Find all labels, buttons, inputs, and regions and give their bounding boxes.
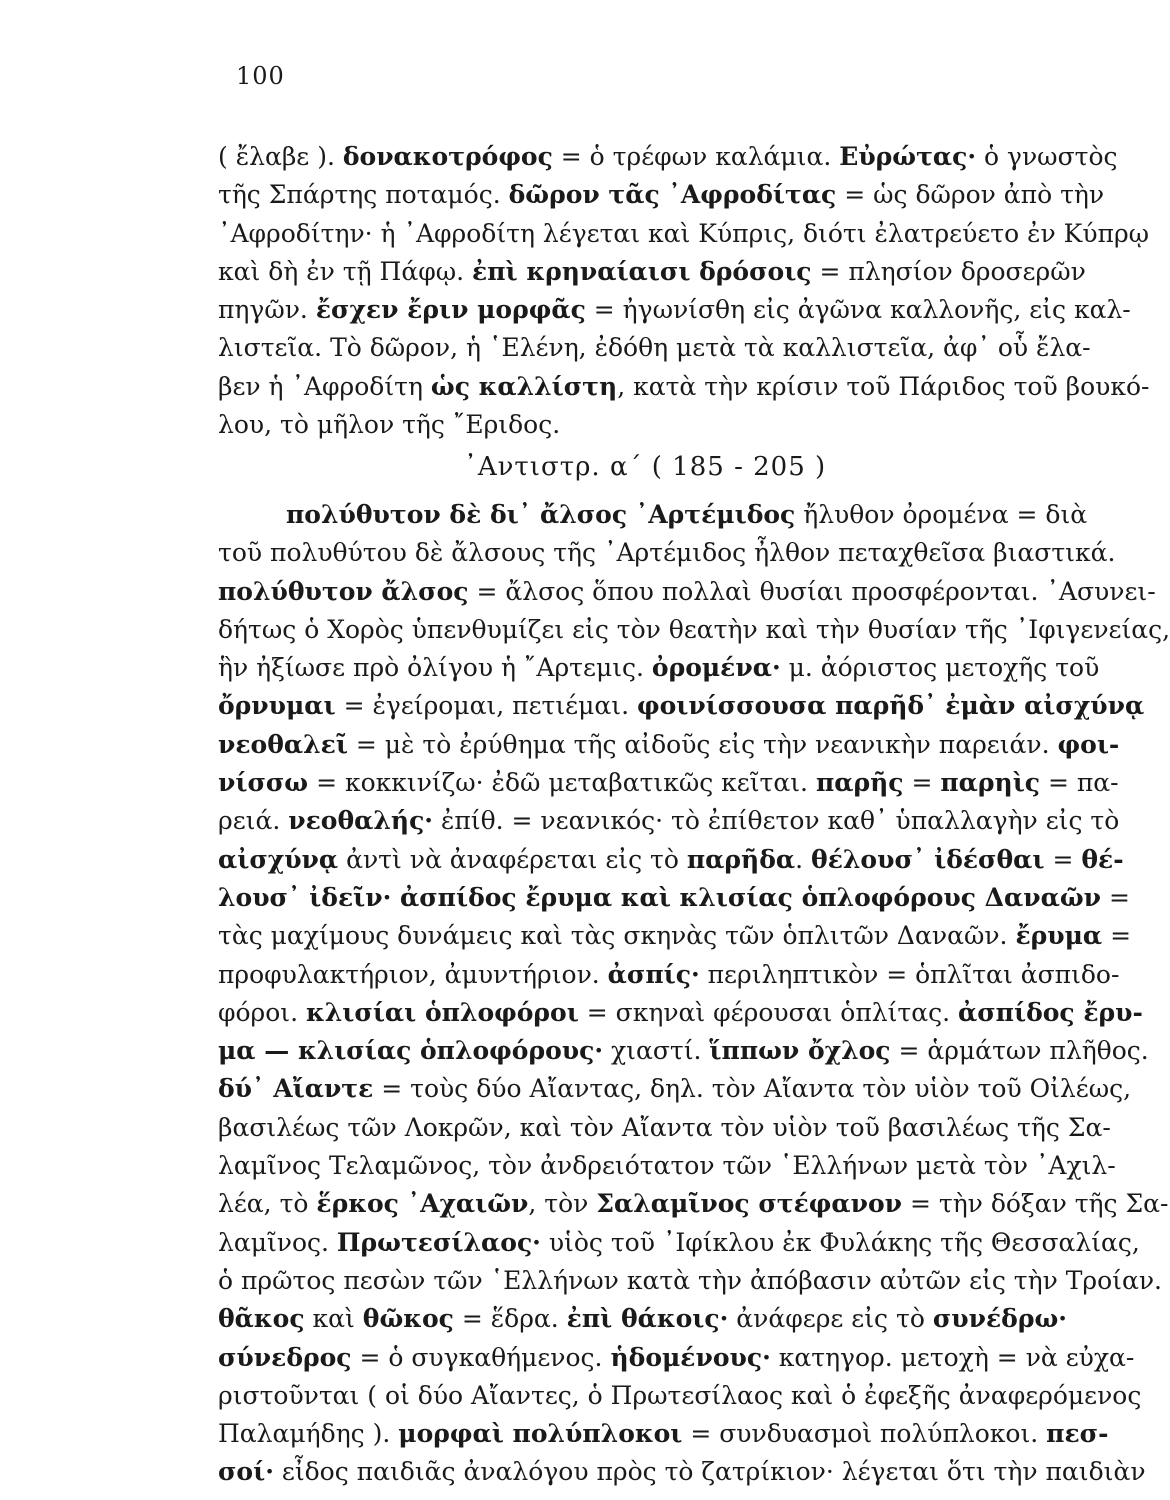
lemma-text: σοί· <box>218 1457 274 1487</box>
gloss-text: = ὁ τρέφων καλάμια. <box>552 142 840 171</box>
gloss-text: ὁ πρῶτος πεσὼν τῶν ῾Ελλήνων κατὰ τὴν ἀπόβασιν αὐτῶν εἰς τὴν Τροίαν. <box>218 1265 1163 1295</box>
lemma-text: θέ- <box>1081 844 1124 874</box>
gloss-text: . <box>795 844 812 874</box>
gloss-text: λαμῖνος Τελαμῶνος, τὸν ἀνδρειότατον τῶν ῾Ελλήνων μετὰ τὸν ᾿Αχιλ- <box>218 1151 1116 1181</box>
gloss-text: φόροι. <box>218 997 307 1027</box>
gloss-text: μ. ἀόριστος μετοχῆς τοῦ <box>780 653 1100 683</box>
lemma-text: παρῆς <box>815 768 904 798</box>
gloss-text: , τὸν <box>528 1189 597 1219</box>
lemma-text: πολύθυτον δὲ δι᾿ ἄλσος ᾿Αρτέμιδος <box>286 500 796 529</box>
gloss-text: περιληπτικὸν = ὁπλῖται ἀσπιδο- <box>699 959 1120 989</box>
gloss-text: ᾿Αφροδίτην· ἡ ᾿Αφροδίτη λέγεται καὶ Κύπρις, διότι ἐλατρεύετο ἐν Κύπρῳ <box>218 218 1150 248</box>
lemma-text: ἔσχεν ἔριν μορφᾶς <box>315 295 586 325</box>
text-line <box>218 611 1170 649</box>
text-line <box>218 917 1132 955</box>
page-number: 100 <box>236 62 285 90</box>
gloss-text: λέα, τὸ <box>218 1189 317 1219</box>
text-line <box>218 1109 1111 1147</box>
lemma-text: συνέδρω· <box>932 1304 1067 1334</box>
gloss-text: χιαστί. <box>603 1036 710 1066</box>
lemma-text: νεοθαλεῖ <box>218 729 348 759</box>
gloss-text: βεν ἡ ᾿Αφροδίτη <box>218 371 431 401</box>
gloss-text: καὶ <box>304 1304 363 1334</box>
text-line <box>218 726 1120 764</box>
gloss-text: , κατὰ τὴν κρίσιν τοῦ Πάριδος τοῦ βουκό- <box>617 371 1150 401</box>
gloss-text: ἤλυθον ὀρομένα = διὰ <box>795 500 1088 529</box>
gloss-text: = μὲ τὸ ἐρύθημα τῆς αἰδοῦς εἰς τὴν νεανικὴν παρειάν. <box>347 729 1058 759</box>
commentary-block-top <box>218 138 1150 444</box>
gloss-text: = ἕδρα. <box>453 1304 567 1334</box>
lemma-text: ἐπὶ κρηναίαισι δρόσοις <box>472 256 812 286</box>
lemma-text: λουσ᾿ ἰδεῖν· ἀσπίδος ἔρυμα καὶ κλισίας ὁπλοφόρους Δαναῶν <box>218 882 1102 912</box>
gloss-text: = κοκκινίζω· ἐδῶ μεταβατικῶς κεῖται. <box>308 768 816 798</box>
gloss-text: τοῦ πολυθύτου δὲ ἄλσους τῆς ᾿Αρτέμιδος ἦλθον πεταχθεῖσα βιαστικά. <box>218 538 1116 568</box>
gloss-text: = ἐγείρομαι, πετιέμαι. <box>335 691 637 721</box>
lemma-text: φοινίσσουσα παρῆδ᾿ ἐμὰν αἰσχύνᾳ <box>636 691 1145 721</box>
gloss-text: ἐπίθ. = νεανικός· τὸ ἐπίθετον καθ᾿ ὑπαλλαγὴν εἰς τὸ <box>433 806 1120 836</box>
gloss-text: = ἠγωνίσθη εἰς ἀγῶνα καλλονῆς, εἰς καλ- <box>585 295 1131 325</box>
gloss-text: = <box>903 768 941 798</box>
text-line <box>218 215 1150 253</box>
text-line <box>218 1300 1098 1338</box>
gloss-text: τὰς μαχίμους δυνάμεις καὶ τὰς σκηνὰς τῶν ὁπλιτῶν Δαναῶν. <box>218 921 1016 951</box>
text-line <box>218 368 1150 406</box>
gloss-text: λιστεῖα. Τὸ δῶρον, ἡ ῾Ελένη, ἐδόθη μετὰ τὰ καλλιστεῖα, ἀφ᾿ οὗ ἔλα- <box>218 333 1091 363</box>
lemma-text: ὡς καλλίστη <box>430 371 618 401</box>
lemma-text: ὀρομένα· <box>651 653 781 683</box>
text-line <box>218 764 1119 802</box>
lemma-text: θᾶκος <box>218 1304 305 1334</box>
lemma-text: ἀσπίδος ἔρυ- <box>958 997 1143 1027</box>
gloss-text: λαμῖνος. <box>218 1227 337 1257</box>
text-line <box>218 1339 1135 1377</box>
gloss-text: ἀνάφερε εἰς τὸ <box>728 1304 933 1334</box>
text-line <box>218 649 1098 687</box>
lemma-text: νεοθαλής· <box>288 806 433 836</box>
text-line <box>218 138 1118 176</box>
lemma-text: Εὐρώτας· <box>839 142 977 171</box>
gloss-text: ( ἔλαβε ). <box>218 142 343 171</box>
text-line <box>218 1070 1132 1108</box>
text-line <box>218 496 1098 534</box>
lemma-text: πεσ- <box>1046 1419 1109 1449</box>
text-line <box>218 687 1145 725</box>
gloss-text: ὁ γνωστὸς <box>976 142 1118 171</box>
text-line <box>218 1032 1149 1070</box>
gloss-text: Παλαμήδης ). <box>218 1419 399 1449</box>
text-line <box>218 879 1130 917</box>
text-line <box>218 329 1098 367</box>
text-line <box>218 253 1098 291</box>
gloss-text: = τὴν δόξαν τῆς Σα- <box>902 1189 1169 1219</box>
lemma-text: ἀσπίς· <box>607 959 700 989</box>
text-line <box>218 1147 1116 1185</box>
lemma-text: παρῆδα <box>686 844 796 874</box>
lemma-text: κλισίαι ὁπλοφόροι <box>306 997 579 1027</box>
lemma-text: δύ᾿ Αἴαντε <box>218 1074 374 1104</box>
text-line <box>218 573 1156 611</box>
lemma-text: ἡδομένους· <box>610 1342 771 1372</box>
text-line <box>218 1377 1142 1415</box>
lemma-text: δῶρον τᾶς ᾿Αφροδίτας <box>508 180 837 210</box>
section-heading: ᾿Αντιστρ. α´ ( 185 - 205 ) <box>463 452 827 482</box>
lemma-text: Πρωτεσίλαος· <box>336 1227 541 1257</box>
lemma-text: Σαλαμῖνος στέφανον <box>596 1189 903 1219</box>
text-line <box>218 406 1098 444</box>
text-line <box>218 1453 1146 1491</box>
gloss-text: τῆς Σπάρτης ποταμός. <box>218 180 509 210</box>
gloss-text: ἣν ἠξίωσε πρὸ ὀλίγου ἡ ῎Αρτεμις. <box>218 653 652 683</box>
lemma-text: δονακοτρόφος <box>342 142 553 171</box>
gloss-text: = <box>1044 844 1082 874</box>
gloss-text: ρειά. <box>218 806 289 836</box>
text-line <box>218 802 1120 840</box>
gloss-text: = <box>1101 882 1130 912</box>
lemma-text: ἕρκος ᾿Αχαιῶν <box>316 1189 529 1219</box>
text-line <box>218 994 1143 1032</box>
lemma-text: ἔρυμα <box>1015 921 1103 951</box>
gloss-text: εἶδος παιδιᾶς ἀναλόγου πρὸς τὸ ζατρίκιον· λέγεται ὅτι τὴν παιδιὰν <box>273 1457 1146 1487</box>
text-line <box>218 841 1124 879</box>
gloss-text: = σκηναὶ φέρουσαι ὁπλίτας. <box>578 997 959 1027</box>
gloss-text: βασιλέως τῶν Λοκρῶν, καὶ τὸν Αἴαντα τὸν υἱὸν τοῦ βασιλέως τῆς Σα- <box>218 1112 1111 1142</box>
gloss-text: = τοὺς δύο Αἴαντας, δηλ. τὸν Αἴαντα τὸν υἱὸν τοῦ Οἰλέως, <box>373 1074 1132 1104</box>
lemma-text: πολύθυτον ἄλσος <box>218 576 469 606</box>
lemma-text: νίσσω <box>218 768 309 798</box>
lemma-text: αἰσχύνᾳ <box>218 844 339 874</box>
gloss-text: προφυλακτήριον, ἀμυντήριον. <box>218 959 608 989</box>
gloss-text: καὶ δὴ ἐν τῇ Πάφῳ. <box>218 256 473 286</box>
gloss-text: = πα- <box>1040 768 1119 798</box>
text-line <box>218 1415 1109 1453</box>
text-line <box>218 1185 1169 1223</box>
gloss-text: ἀντὶ νὰ ἀναφέρεται εἰς τὸ <box>338 844 687 874</box>
gloss-text: = ὡς δῶρον ἀπὸ τὴν <box>836 180 1105 210</box>
lemma-text: παρηὶς <box>940 768 1041 798</box>
lemma-text: ἐπὶ θάκοις· <box>566 1304 729 1334</box>
gloss-text: = ὁ συγκαθήμενος. <box>351 1342 611 1372</box>
gloss-text: ριστοῦνται ( οἱ δύο Αἴαντες, ὁ Πρωτεσίλαος καὶ ὁ ἐφεξῆς ἀναφερόμενος <box>218 1380 1142 1410</box>
gloss-text: = <box>1102 921 1132 951</box>
gloss-text: = ἁρμάτων πλῆθος. <box>890 1036 1149 1066</box>
gloss-text: λου, τὸ μῆλον τῆς ῎Εριδος. <box>218 410 561 440</box>
text-line <box>218 176 1105 214</box>
gloss-text: πηγῶν. <box>218 295 316 325</box>
lemma-text: ἵππων ὄχλος <box>709 1036 891 1066</box>
lemma-text: θέλουσ᾿ ἰδέσθαι <box>811 844 1045 874</box>
gloss-text: = συνδυασμοὶ πολύπλοκοι. <box>682 1419 1047 1449</box>
gloss-text: = πλησίον δροσερῶν <box>811 256 1086 286</box>
text-line <box>218 956 1120 994</box>
lemma-text: φοι- <box>1057 729 1120 759</box>
gloss-text: υἱὸς τοῦ ᾿Ιφίκλου ἐκ Φυλάκης τῆς Θεσσαλίας, <box>540 1227 1140 1257</box>
lemma-text: σύνεδρος <box>218 1342 352 1372</box>
text-line <box>218 534 1116 572</box>
lemma-text: μα — κλισίας ὁπλοφόρους· <box>218 1036 604 1066</box>
lemma-text: ὄρνυμαι <box>218 691 336 721</box>
text-line <box>218 291 1131 329</box>
text-line <box>218 1224 1140 1262</box>
text-line <box>218 1262 1163 1300</box>
gloss-text: δήτως ὁ Χορὸς ὑπενθυμίζει εἰς τὸν θεατὴν καὶ τὴν θυσίαν τῆς ᾿Ιφιγενείας, <box>218 614 1170 644</box>
lemma-text: θῶκος <box>362 1304 454 1334</box>
gloss-text: = ἄλσος ὅπου πολλαὶ θυσίαι προσφέρονται. ᾿Ασυνει- <box>468 576 1156 606</box>
commentary-block-bottom <box>218 496 1170 1492</box>
lemma-text: μορφαὶ πολύπλοκοι <box>398 1419 683 1449</box>
gloss-text: κατηγορ. μετοχὴ = νὰ εὐχα- <box>770 1342 1135 1372</box>
